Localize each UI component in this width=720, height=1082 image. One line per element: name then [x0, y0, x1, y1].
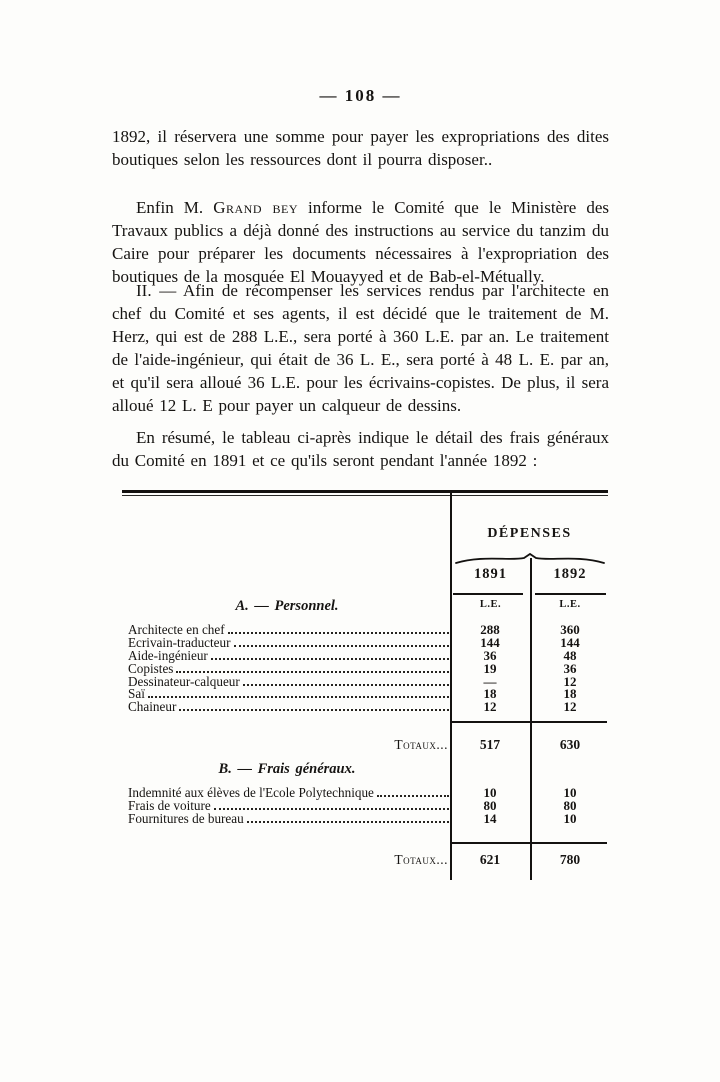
dot-leader: [243, 684, 449, 686]
year-underline-1891: [453, 593, 523, 595]
paragraph-1: 1892, il réservera une somme pour payer les expropriations des dites boutiques selon les ressources dont il pourra disposer..: [112, 127, 609, 169]
column-header-1891: 1891: [474, 566, 507, 582]
table-row: [128, 701, 450, 714]
cell-value: 10: [563, 810, 577, 826]
row-label: Saï: [128, 686, 145, 702]
paragraph-2-text-post: informe le Comité que le Ministère des Travaux publics a déjà donné des instructions au service du tanzim du Caire pour préparer les documents nécessaires à l'expropriation des boutiques de la mosquée El Mouayyed et de Bab-el-Métually.: [112, 198, 609, 286]
dot-leader: [228, 632, 449, 634]
cell-value: 14: [483, 810, 497, 826]
section-a-values-1892: [532, 624, 608, 714]
totals-a-1891: 517: [479, 737, 501, 752]
cell-value: 80: [483, 797, 497, 813]
table-row: [128, 647, 450, 663]
page-number: — 108 —: [319, 86, 402, 105]
table-top-rule: [122, 490, 608, 493]
totals-rule-b: [452, 842, 607, 844]
section-b-values-1891: [450, 787, 530, 826]
cell-value: —: [483, 673, 497, 689]
unit-label-1891: L.E.: [479, 599, 502, 610]
totals-b-label: Totaux...: [394, 852, 448, 867]
row-label: Frais de voiture: [128, 797, 211, 813]
column-header-1892: 1892: [553, 566, 587, 582]
cell-value: 360: [560, 622, 580, 637]
brace-decoration: [454, 552, 606, 566]
cell-value: 19: [483, 660, 497, 676]
row-label: Ecrivain-traducteur: [128, 634, 231, 650]
dot-leader: [214, 808, 449, 810]
paragraph-3: II. — Afin de récompenser les services rendus par l'architecte en chef du Comité et ses agents, il est décidé que le traitement de M. Herz, qui est de 288 L.E., sera porté à 360 L.E. par an. Le traitement de l'aide-ingénieur, qui était de 36 L. E., sera porté à 48 L. E. par an, et qu'il sera alloué 36 L.E. pour les écrivains-copistes. De plus, il sera alloué 12 L. E pour payer un calqueur de dessins.: [112, 281, 609, 415]
section-a-title: A. — Personnel.: [235, 598, 339, 614]
expenses-table: [122, 490, 608, 888]
cell-value: 36: [563, 660, 577, 676]
cell-value: 12: [483, 699, 497, 715]
totals-b-1891: 621: [479, 852, 501, 867]
section-b-title: B. — Frais généraux.: [218, 761, 356, 777]
section-b-rows: [128, 787, 450, 826]
section-b-values-1892: [532, 787, 608, 826]
paragraph-2: [112, 196, 609, 288]
year-underline-1892: [535, 593, 606, 595]
cell-value: 48: [563, 647, 577, 663]
cell-value: 18: [563, 686, 577, 702]
cell-value: 144: [560, 634, 580, 650]
cell-value: 288: [480, 622, 500, 637]
dot-leader: [148, 696, 449, 698]
table-row: [128, 688, 450, 701]
totals-a-1892: 630: [559, 737, 581, 752]
table-header-depenses: DÉPENSES: [487, 526, 572, 541]
dot-leader: [377, 795, 449, 797]
totals-b-1892: 780: [559, 852, 581, 867]
row-label: Dessinateur-calqueur: [128, 673, 240, 689]
row-label: Aide-ingénieur: [128, 647, 208, 663]
table-row: [128, 673, 450, 689]
table-row: [128, 810, 450, 826]
table-top-rule-thin: [122, 495, 608, 496]
cell-value: 10: [483, 785, 497, 800]
unit-label-1892-text: L.E.: [559, 599, 581, 610]
cell-value: 18: [483, 686, 497, 702]
cell-value: 80: [563, 797, 577, 813]
row-label: Fournitures de bureau: [128, 810, 244, 826]
paragraph-4: En résumé, le tableau ci-après indique le détail des frais généraux du Comité en 1891 et ce qu'ils seront pendant l'année 1892 :: [112, 428, 609, 470]
dot-leader: [247, 821, 449, 823]
dot-leader: [179, 709, 449, 711]
paragraph-2-text-pre: Enfin M.: [136, 198, 214, 217]
dot-leader: [211, 658, 449, 660]
totals-a-label: Totaux...: [394, 737, 448, 752]
dot-leader: [176, 671, 449, 673]
section-a-values-1891: [450, 624, 530, 714]
unit-label-1892: [532, 599, 608, 610]
cell-value: 36: [483, 647, 497, 663]
row-label: Indemnité aux élèves de l'Ecole Polytechnique: [128, 785, 374, 800]
dot-leader: [234, 645, 449, 647]
cell-value: 10: [563, 785, 577, 800]
row-label: Copistes: [128, 660, 174, 676]
person-name-grand-bey: Grand bey: [213, 198, 299, 217]
totals-rule-a: [452, 721, 607, 723]
cell-value: 12: [563, 673, 577, 689]
row-label: Chaineur: [128, 699, 177, 715]
row-label: Architecte en chef: [128, 622, 225, 637]
cell-value: 144: [480, 634, 500, 650]
section-a-rows: [128, 624, 450, 714]
cell-value: 12: [563, 699, 577, 715]
